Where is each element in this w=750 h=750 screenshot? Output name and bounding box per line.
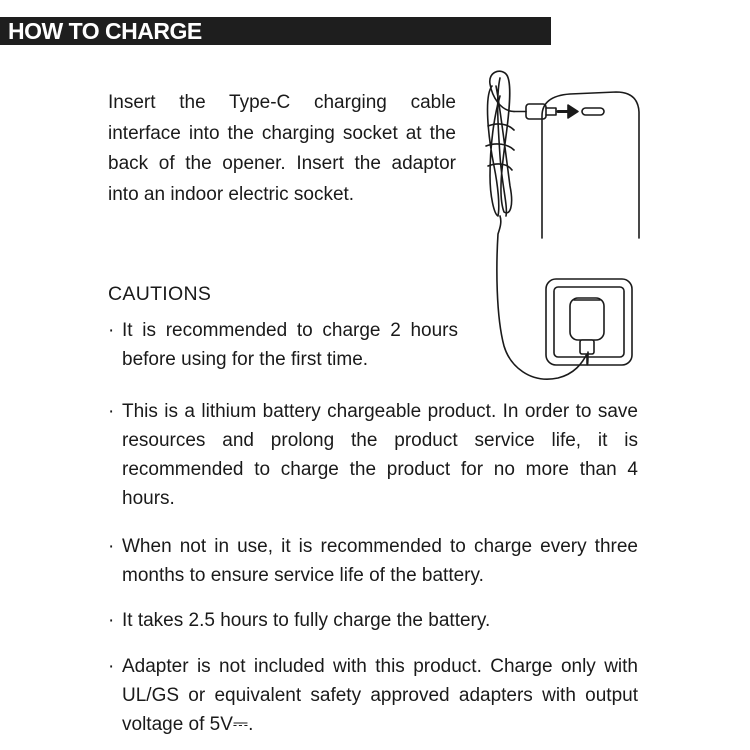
section-header-bar: [0, 17, 551, 45]
caution-item: [108, 316, 458, 374]
bullet-dot: ·: [108, 656, 115, 677]
intro-paragraph: Insert the Type-C charging cable interface into the charging socket at the back of the opener. Insert the adaptor into an indoor electric socket.: [108, 92, 456, 205]
type-c-plug-icon: [514, 104, 556, 119]
caution-item: [108, 532, 638, 590]
caution-item: [108, 606, 638, 635]
insert-arrow-icon: [558, 105, 578, 118]
bullet-dot: ·: [108, 401, 115, 422]
cautions-heading: CAUTIONS: [108, 283, 212, 305]
caution-text: When not in use, it is recommended to charge every three months to ensure service life of the battery.: [122, 536, 638, 586]
bullet-dot: ·: [108, 536, 115, 557]
caution-item: [108, 397, 638, 513]
caution-text: It takes 2.5 hours to fully charge the battery.: [122, 610, 491, 631]
bullet-dot: ·: [108, 610, 115, 631]
bullet-dot: ·: [108, 320, 115, 341]
caution-item: [108, 652, 638, 739]
charging-illustration: [470, 66, 650, 396]
caution-text: It is recommended to charge 2 hours before using for the first time.: [122, 320, 458, 370]
section-title: HOW TO CHARGE: [8, 18, 202, 44]
caution-text: This is a lithium battery chargeable product. In order to save resources and prolong the product service life, it is recommended to charge the product for no more than 4 hours.: [122, 401, 638, 509]
caution-text: Adapter is not included with this product. Charge only with UL/GS or equivalent safety approved adapters with output voltage of 5V⎓.: [122, 656, 638, 735]
power-adapter-icon: [570, 298, 604, 365]
